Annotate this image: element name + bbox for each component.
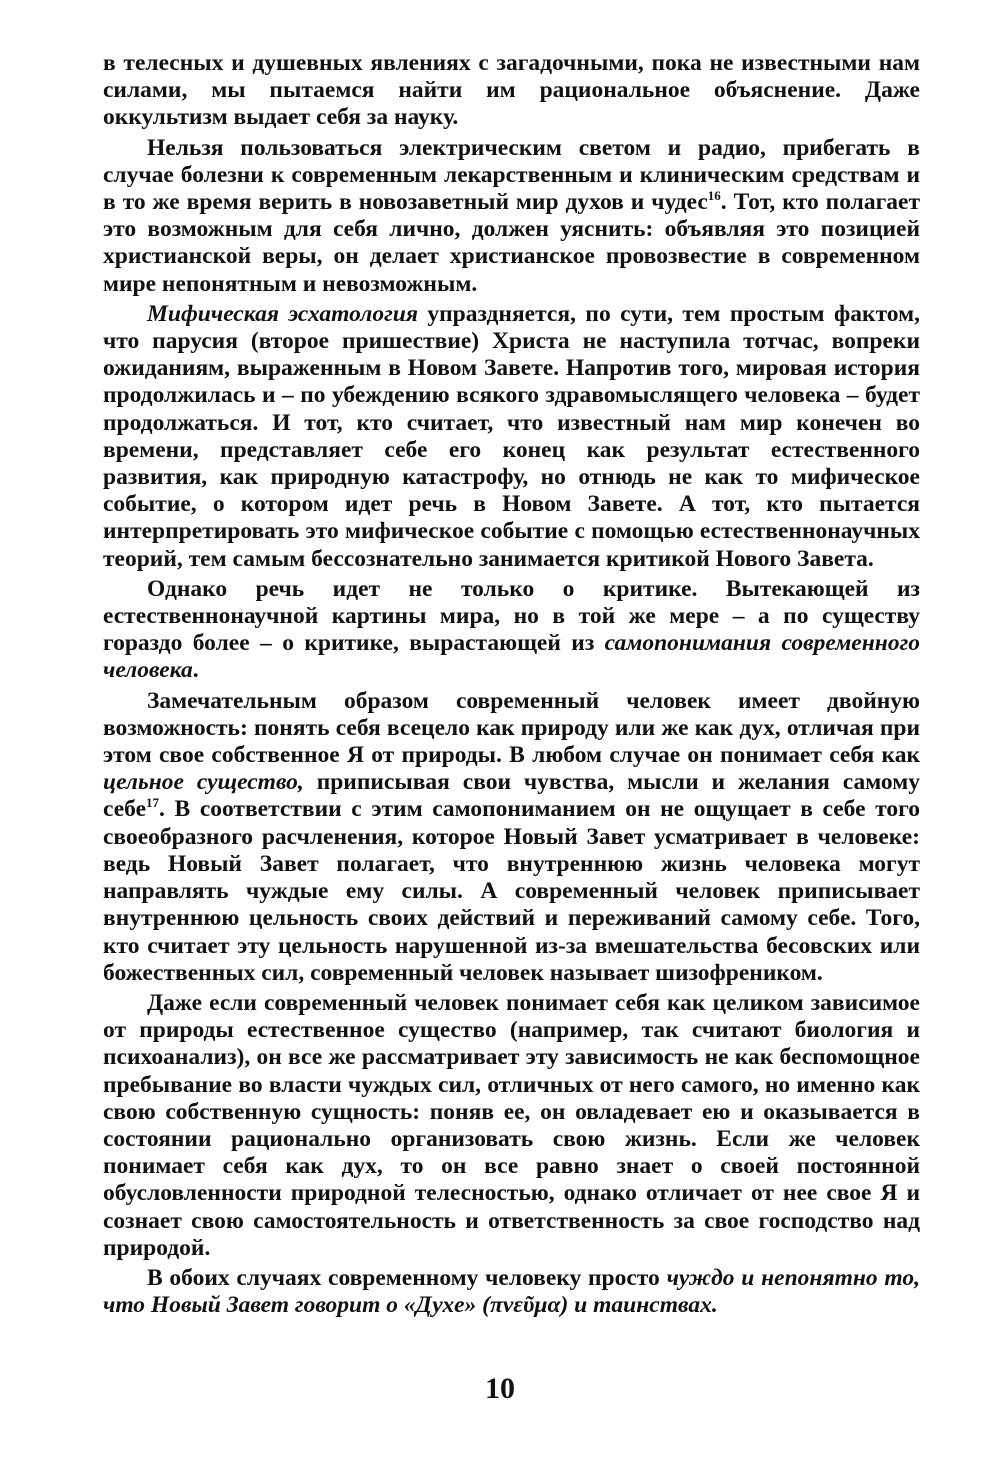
paragraph	[103, 688, 920, 987]
text-run: в телесных и душевных явлениях с загадочными, пока не известными нам силами, мы пытаемся найти им рациональное объяснение. Даже оккультизм выдает себя за науку.	[103, 50, 920, 131]
footnote-ref: 17	[146, 795, 160, 811]
paragraph	[103, 990, 920, 1262]
text-run: упраздняется, по сути, тем простым фактом, что парусия (второе пришествие) Христа не наступила тотчас, вопреки ожиданиям, выраженным в Новом Завете. Напротив того, мировая история продолжилась и – по убеждению всякого здравомыслящего человека – будет продолжаться. И тот, кто считает, что известный нам мир конечен во времени, представляет себе его конец как результат естественного развития, как природную катастрофу, но отнюдь не как то мифическое событие, о котором идет речь в Новом Завете. А тот, кто пытается интерпретировать это мифическое событие с помощью естественнонаучных теорий, тем самым бессознательно занимается критикой Нового Завета.	[103, 300, 920, 572]
text-run: Нельзя пользоваться электрическим светом и радио, прибегать в случае болезни к современным лекарственным и клиническим средствам и в то же время верить в новозаветный мир духов и чудес	[103, 134, 920, 216]
body-text	[103, 50, 920, 1319]
emphasis: цельное существо,	[103, 769, 304, 796]
paragraph	[103, 301, 920, 573]
paragraph	[103, 135, 920, 298]
text-run: Замечательным образом современный человек имеет двойную возможность: понять себя всецело как природу или же как дух, отличая при этом свое собственное Я от природы. В любом случае он понимает себя как	[103, 687, 920, 769]
footnote-ref: 16	[707, 188, 721, 204]
text-run: .	[192, 657, 199, 684]
emphasis: Мифическая эсхатология	[147, 300, 418, 327]
paragraph	[103, 576, 920, 685]
text-run: В обоих случаях современному человеку просто	[147, 1264, 667, 1291]
emphasis: чуждо и непонятно то, что Новый Завет говорит о «Духе» (πνεῦμα) и таинствах.	[103, 1264, 920, 1319]
text-run: приписывая свои чувства, мысли и желания самому себе	[103, 769, 920, 823]
paragraph	[103, 1265, 920, 1319]
page-number: 10	[485, 1372, 515, 1405]
text-run: Даже если современный человек понимает себя как целиком зависимое от природы естественное существо (например, так считают биология и психоанализ), он все же рассматривает эту зависимость не как беспомощное пребывание во власти чуждых сил, отличных от него самого, но именно как свою собственную сущность: поняв ее, он овладевает ею и оказывается в состоянии рационально организовать свою жизнь. Если же человек понимает себя как дух, то он все равно знает о своей постоянной обусловленности природной телесностью, однако отличает от нее свое Я и сознает свою самостоятельность и ответственность за свое господство над природой.	[103, 989, 920, 1261]
paragraph	[103, 50, 920, 132]
text-run: . В соответствии с этим самопониманием он не ощущает в себе того своеобразного расчленения, которое Новый Завет усматривает в человеке: ведь Новый Завет полагает, что внутреннюю жизнь человека могут направлять чуждые ему силы. А современный человек приписывает внутреннюю цельность своих действий и переживаний самому себе. Того, кто считает эту цельность нарушенной из-за вмешательства бесовских или божественных сил, современный человек называет шизофреником.	[103, 796, 920, 986]
emphasis: самопонимания современного человека	[103, 630, 920, 684]
text-run: Однако речь идет не только о критике. Вытекающей из естественнонаучной картины мира, но в той же мере – а по существу гораздо более – о критике, вырастающей из	[103, 575, 920, 657]
text-run: . Тот, кто полагает это возможным для себя лично, должен уяснить: объявляя это позицией христианской веры, он делает христианское провозвестие в современном мире непонятным и невозможным.	[103, 189, 920, 297]
